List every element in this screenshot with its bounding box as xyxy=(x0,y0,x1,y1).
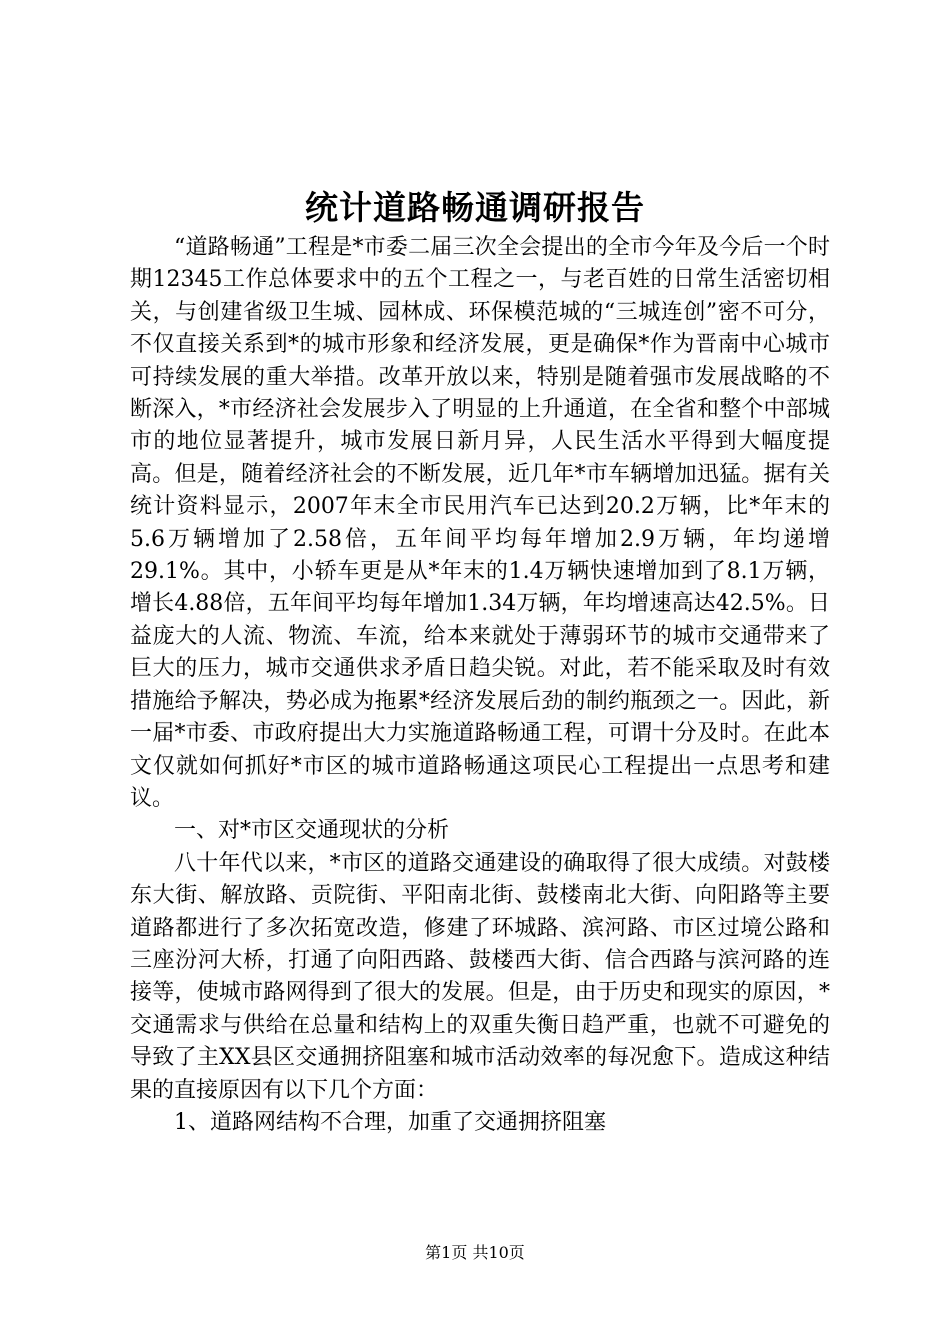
section-heading-1: 一、对*市区交通现状的分析 xyxy=(174,818,450,844)
page-footer: 第1页 共10页 xyxy=(425,1243,525,1262)
document-title: 统计道路畅通调研报告 xyxy=(305,188,645,227)
subsection-heading-1: 1、道路网结构不合理，加重了交通拥挤阻塞 xyxy=(174,1109,606,1135)
intro-paragraph: “道路畅通”工程是*市委二届三次全会提出的全市今年及今后一个时期12345工作总体要求中的五个工程之一，与老百姓的日常生活密切相关，与创建省级卫生城、园林成、环保模范城的“三城连创”密不可分，不仅直接关系到*的城市形象和经济发展，更是确保*作为晋南中心城市可持续发展的重大举措。改革开放以来，特别是随着强市发展战略的不断深入，*市经济社会发展步入了明显的上升通道，在全省和整个中部城市的地位显著提升，城市发展日新月异，人民生活水平得到大幅度提高。但是，随着经济社会的不断发展，近几年*市车辆增加迅猛。据有关统计资料显示，2007年末全市民用汽车已达到20.2万辆，比*年末的5.6万辆增加了2.58倍，五年间平均每年增加2.9万辆，年均递增29.1%。其中，小轿车更是从*年末的1.4万辆快速增加到了8.1万辆，增长4.88倍，五年间平均每年增加1.34万辆，年均增速高达42.5%。日益庞大的人流、物流、车流，给本来就处于薄弱环节的城市交通带来了巨大的压力，城市交通供求矛盾日趋尖锐。对此，若不能采取及时有效措施给予解决，势必成为拖累*经济发展后劲的制约瓶颈之一。因此，新一届*市委、市政府提出大力实施道路畅通工程，可谓十分及时。在此本文仅就如何抓好*市区的城市道路畅通这项民心工程提出一点思考和建议。 xyxy=(130,235,830,811)
document-body xyxy=(130,232,830,1139)
analysis-paragraph: 八十年代以来，*市区的道路交通建设的确取得了很大成绩。对鼓楼东大街、解放路、贡院街、平阳南北街、鼓楼南北大街、向阳路等主要道路都进行了多次拓宽改造，修建了环城路、滨河路、市区过境公路和三座汾河大桥，打通了向阳西路、鼓楼西大街、信合西路与滨河路的连接等，使城市路网得到了很大的发展。但是，由于历史和现实的原因，*交通需求与供给在总量和结构上的双重失衡日趋严重，也就不可避免的导致了主XX县区交通拥挤阻塞和城市活动效率的每况愈下。造成这种结果的直接原因有以下几个方面： xyxy=(130,850,830,1103)
